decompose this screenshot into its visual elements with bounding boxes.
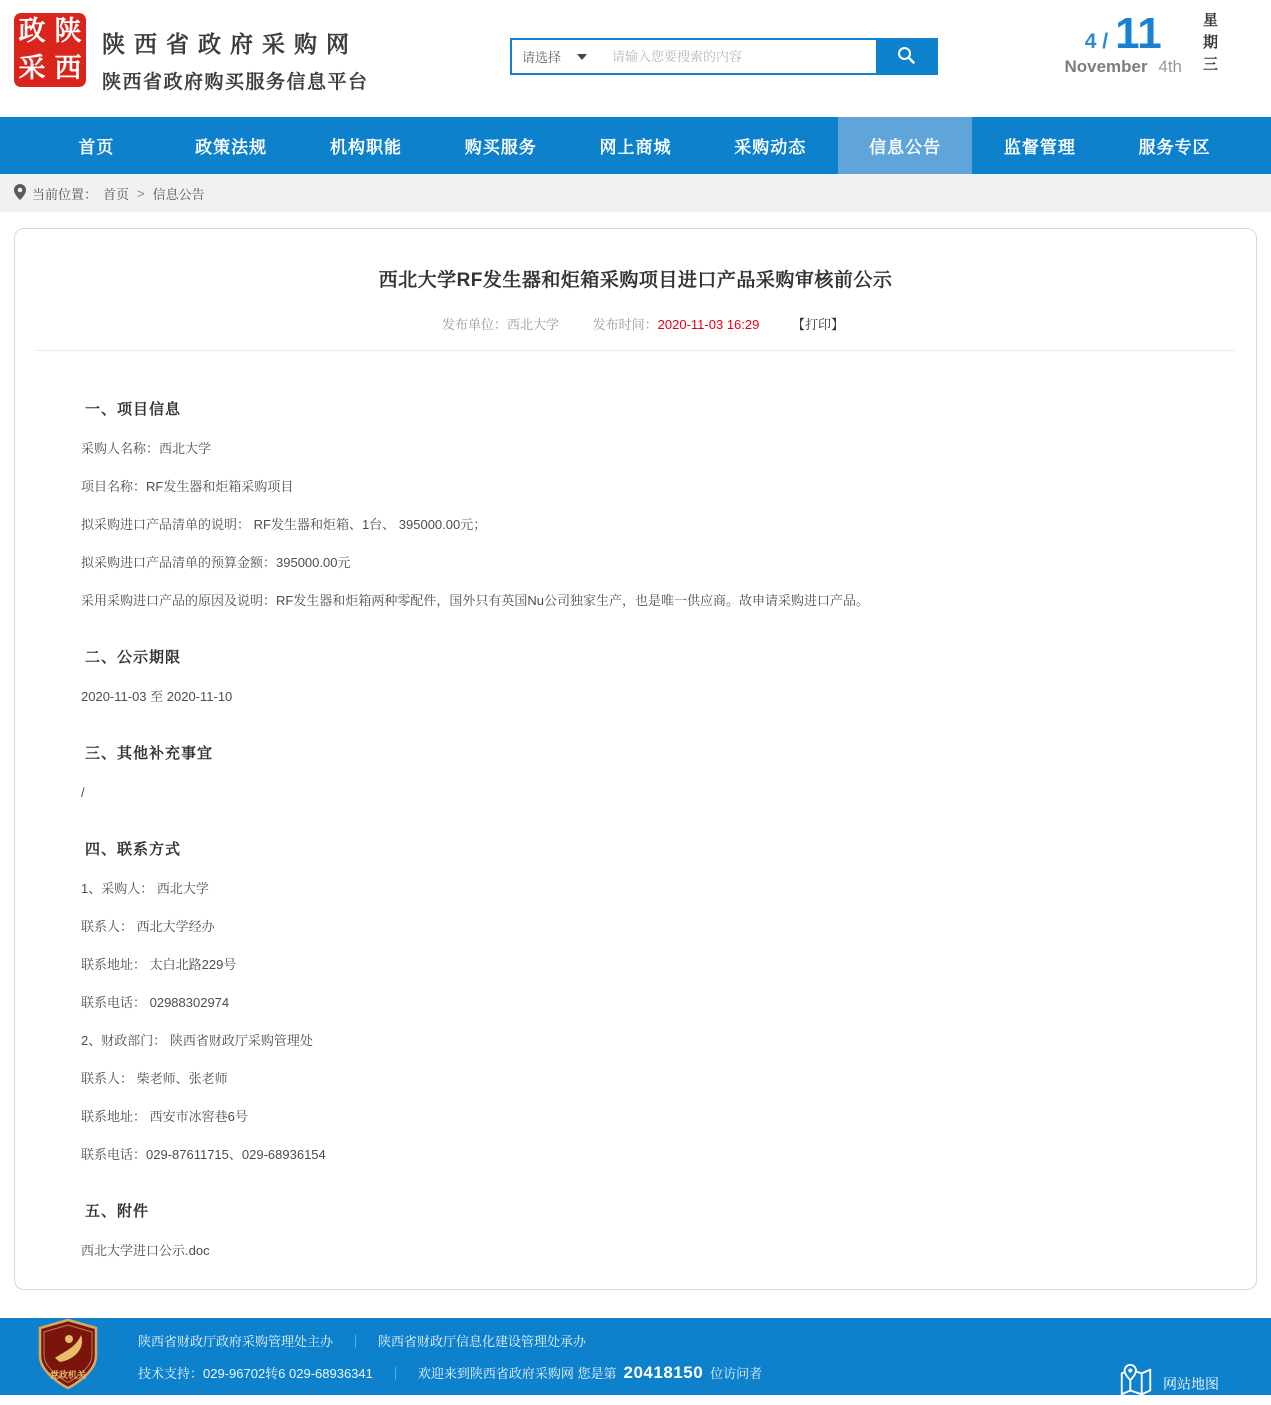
print-button[interactable]: 【打印】 [791, 317, 844, 332]
publisher-label: 发布单位： [442, 317, 508, 332]
date-weekday: 星期三 [1201, 12, 1218, 78]
site-subtitle: 陕西省政府购买服务信息平台 [102, 72, 369, 93]
footer-separator: ｜ [349, 1333, 363, 1349]
article-paragraph: 西北大学进口公示.doc [81, 1243, 210, 1258]
site-titles [102, 26, 369, 94]
breadcrumb-home-link[interactable]: 首页 [103, 186, 130, 202]
date-widget [1064, 9, 1247, 78]
logo-char: 政 [18, 16, 46, 46]
search-category-label: 请选择 [522, 50, 562, 65]
date-month-name: November [1064, 56, 1148, 76]
article-paragraph: 1、采购人： 西北大学 [81, 881, 209, 896]
article-section [81, 398, 1186, 609]
publisher-value: 西北大学 [507, 317, 560, 332]
article-paragraph: 联系地址： 太白北路229号 [81, 957, 237, 972]
date-day-number: 11 [1115, 9, 1162, 59]
main-nav [0, 117, 1271, 174]
publish-time-label: 发布时间： [592, 317, 658, 332]
site-header [0, 0, 1271, 117]
footer-separator: ｜ [388, 1366, 402, 1381]
date-month-number: 4 / [1084, 30, 1109, 54]
article-paragraph: 拟采购进口产品清单的说明： RF发生器和炬箱、1台、 395000.00元； [81, 517, 487, 532]
search-input[interactable] [604, 40, 876, 73]
breadcrumb [0, 174, 1271, 212]
party-government-shield-icon [36, 1318, 100, 1395]
article-paragraph: 2020-11-03 至 2020-11-10 [81, 689, 233, 704]
article-paragraph: 项目名称：RF发生器和炬箱采购项目 [81, 479, 294, 494]
footer-text [138, 1331, 762, 1383]
site-logo [14, 13, 86, 87]
section-heading: 三、其他补充事宜 [85, 745, 214, 762]
location-pin-icon [14, 184, 26, 203]
footer-support: 技术支持：029-96702转6 029-68936341 [138, 1366, 373, 1381]
article-paragraph: 拟采购进口产品清单的预算金额：395000.00元 [81, 555, 351, 570]
footer-badge-label: 党政机关 [49, 1370, 87, 1380]
article-paragraph: 联系人： 柴老师、张老师 [81, 1071, 228, 1086]
logo-char: 采 [18, 53, 46, 83]
site-footer [0, 1318, 1271, 1395]
section-heading: 二、公示期限 [85, 649, 182, 666]
article-paragraph: 联系电话： 02988302974 [81, 995, 230, 1010]
footer-welcome-suffix: 位访问者 [710, 1366, 763, 1381]
site-title: 陕西省政府采购网 [102, 31, 358, 57]
chevron-down-icon [577, 54, 587, 60]
article-meta [15, 314, 1256, 333]
publish-time-value: 2020-11-03 16:29 [657, 317, 760, 332]
nav-item[interactable]: 监督管理 [1003, 138, 1076, 157]
nav-item[interactable]: 服务专区 [1138, 138, 1211, 157]
breadcrumb-prefix: 当前位置： [32, 186, 98, 202]
search-button[interactable] [876, 40, 936, 73]
article-paragraph: 联系人： 西北大学经办 [81, 919, 215, 934]
article-section [81, 742, 1186, 801]
breadcrumb-separator: > [137, 185, 145, 201]
article-paragraph: 2、财政部门： 陕西省财政厅采购管理处 [81, 1033, 313, 1048]
article-paragraph: 采购人名称：西北大学 [81, 441, 212, 456]
breadcrumb-current: 信息公告 [152, 186, 205, 202]
sitemap-link[interactable] [1117, 1362, 1219, 1405]
nav-item[interactable]: 机构职能 [329, 138, 402, 157]
logo-char: 西 [54, 53, 82, 83]
section-heading: 四、联系方式 [85, 841, 182, 858]
search-category-select[interactable] [512, 40, 604, 73]
article-container [14, 228, 1257, 1290]
article-section [81, 646, 1186, 705]
map-icon [1117, 1362, 1155, 1405]
article-paragraph: 联系电话：029-87611715、029-68936154 [81, 1147, 326, 1162]
nav-item[interactable]: 购买服务 [464, 138, 537, 157]
search-bar [510, 38, 938, 75]
article-section [81, 1200, 1186, 1259]
section-heading: 五、附件 [85, 1203, 150, 1220]
nav-item[interactable]: 政策法规 [195, 138, 268, 157]
footer-host: 陕西省财政厅政府采购管理处主办 [138, 1333, 334, 1349]
article-paragraph: / [81, 785, 85, 800]
article-title: 西北大学RF发生器和炬箱采购项目进口产品采购审核前公示 [378, 270, 893, 291]
visitor-count: 20418150 [623, 1362, 704, 1382]
date-day-ordinal: 4th [1158, 56, 1182, 76]
nav-item[interactable]: 首页 [78, 138, 115, 157]
nav-item[interactable]: 网上商城 [599, 138, 672, 157]
footer-welcome-prefix: 欢迎来到陕西省政府采购网 您是第 [417, 1366, 617, 1381]
magnifier-icon [896, 45, 916, 68]
sitemap-label: 网站地图 [1163, 1375, 1219, 1392]
nav-item[interactable]: 信息公告 [838, 117, 973, 174]
article-paragraph: 联系地址： 西安市冰窖巷6号 [81, 1109, 248, 1124]
section-heading: 一、项目信息 [85, 401, 182, 418]
article-paragraph: 采用采购进口产品的原因及说明：RF发生器和炬箱两种零配件，国外只有英国Nu公司独家生产，也是唯一供应商。故申请采购进口产品。 [81, 593, 869, 608]
article-body [15, 351, 1256, 1259]
nav-item[interactable]: 采购动态 [734, 138, 807, 157]
logo-char: 陕 [54, 16, 82, 46]
footer-builder: 陕西省财政厅信息化建设管理处承办 [378, 1333, 587, 1349]
article-section [81, 838, 1186, 1163]
